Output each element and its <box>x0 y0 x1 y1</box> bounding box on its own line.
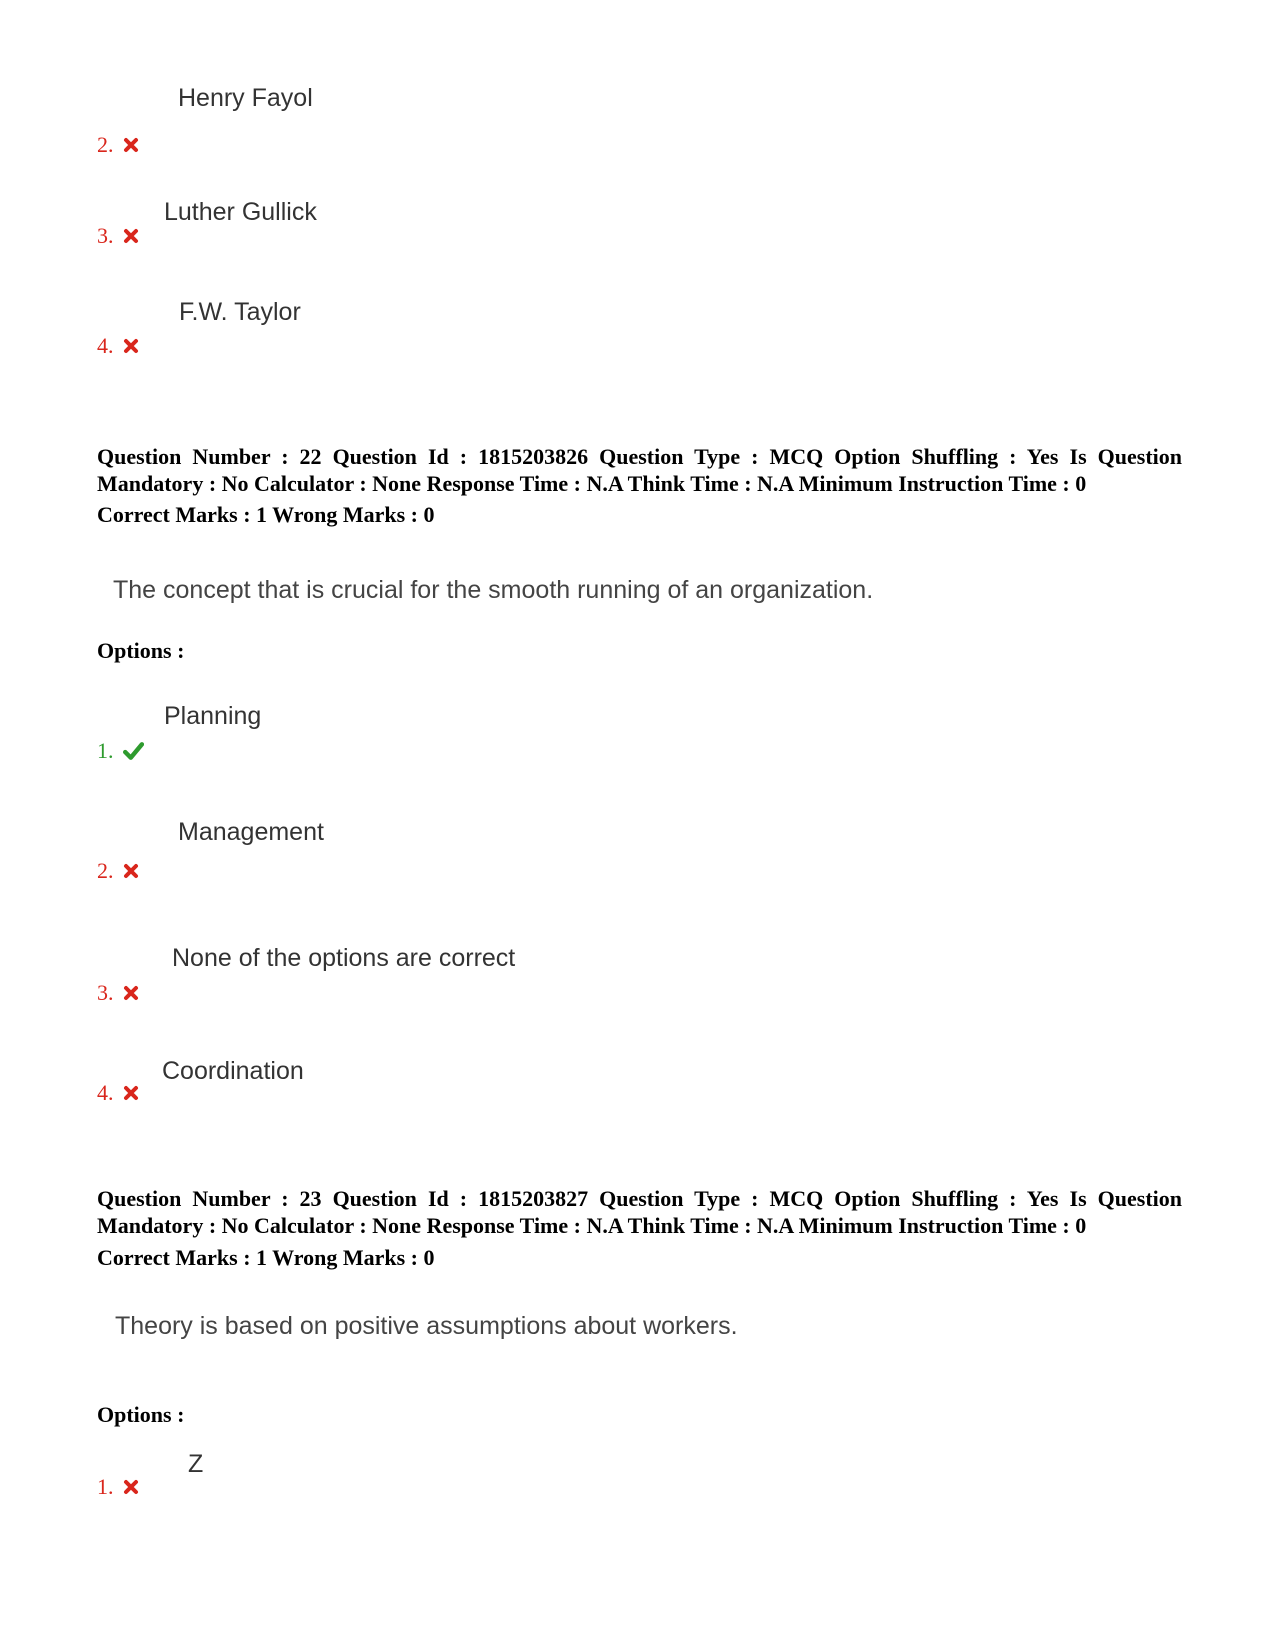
option-number-label: 2. <box>97 132 114 157</box>
cross-icon <box>122 862 140 880</box>
cross-icon <box>122 1084 140 1102</box>
options-label: Options : <box>97 638 185 663</box>
option-number <box>97 858 140 884</box>
option-image-text: Luther Gullick <box>164 198 317 226</box>
option-number-label: 3. <box>97 223 114 248</box>
option-image-text: Planning <box>164 702 262 730</box>
option-number <box>97 1474 140 1500</box>
option-number-label: 4. <box>97 333 114 358</box>
marks-line: Correct Marks : 1 Wrong Marks : 0 <box>97 502 435 527</box>
check-icon <box>122 741 144 761</box>
question-text: Theory is based on positive assumptions about workers. <box>115 1312 738 1340</box>
options-label: Options : <box>97 1402 185 1427</box>
cross-icon <box>122 1478 140 1496</box>
option-number-label: 4. <box>97 1080 114 1105</box>
option-image-text: F.W. Taylor <box>179 298 301 326</box>
option-image-text: Henry Fayol <box>178 84 313 112</box>
option-number-label: 2. <box>97 858 114 883</box>
option-image-text: None of the options are correct <box>172 944 516 972</box>
cross-icon <box>122 227 140 245</box>
question-meta: Question Number : 22 Question Id : 1815203826 Question Type : MCQ Option Shuffling : Yes Is Question Mandatory : No Calculator : None Response Time : N.A Think Time : N.A Minimum Instruction Time : 0 <box>97 444 1182 496</box>
option-number <box>97 333 140 359</box>
option-number <box>97 223 140 249</box>
question-text: The concept that is crucial for the smooth running of an organization. <box>113 576 874 604</box>
option-number <box>97 980 140 1006</box>
option-image-text: Coordination <box>162 1057 304 1085</box>
option-number <box>97 738 144 764</box>
cross-icon <box>122 136 140 154</box>
option-number-label: 3. <box>97 980 114 1005</box>
cross-icon <box>122 337 140 355</box>
option-image-text: Management <box>178 818 324 846</box>
option-number <box>97 132 140 158</box>
cross-icon <box>122 984 140 1002</box>
option-image-text: Z <box>188 1450 204 1478</box>
option-number <box>97 1080 140 1106</box>
question-meta: Question Number : 23 Question Id : 1815203827 Question Type : MCQ Option Shuffling : Yes Is Question Mandatory : No Calculator : None Response Time : N.A Think Time : N.A Minimum Instruction Time : 0 <box>97 1186 1182 1238</box>
option-number-label: 1. <box>97 738 114 763</box>
marks-line: Correct Marks : 1 Wrong Marks : 0 <box>97 1245 435 1270</box>
option-number-label: 1. <box>97 1474 114 1499</box>
